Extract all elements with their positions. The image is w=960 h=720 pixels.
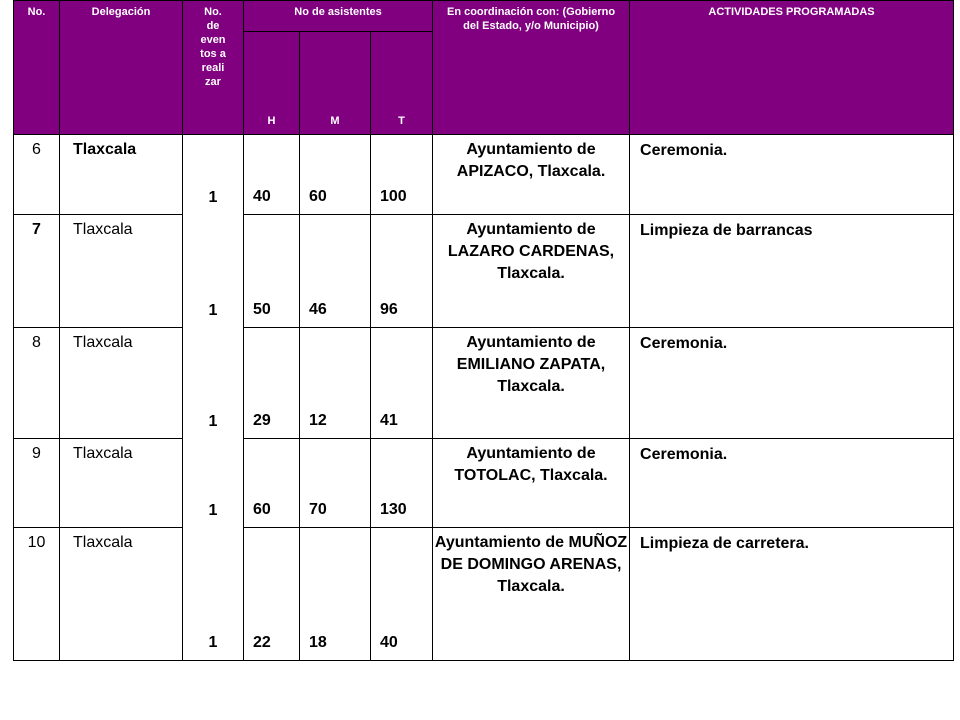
row-t: 130 (371, 439, 433, 528)
row-m: 18 (300, 528, 371, 661)
header-coordinacion: En coordinación con: (Gobierno del Estado, y/o Municipio) (433, 1, 630, 135)
row-eventos: 1 (183, 328, 244, 439)
row-t: 96 (371, 215, 433, 328)
row-actividad: Ceremonia. (630, 439, 954, 528)
row-h: 29 (244, 328, 300, 439)
row-actividad: Ceremonia. (630, 328, 954, 439)
header-delegacion: Delegación (60, 1, 183, 135)
row-h: 50 (244, 215, 300, 328)
row-delegacion: Tlaxcala (60, 328, 183, 439)
header-asistentes: No de asistentes (244, 1, 433, 32)
row-delegacion: Tlaxcala (60, 439, 183, 528)
row-eventos: 1 (183, 135, 244, 215)
row-t: 40 (371, 528, 433, 661)
header-m: M (300, 32, 371, 135)
row-coordinacion: Ayuntamiento de APIZACO, Tlaxcala. (433, 135, 630, 215)
table-row (14, 135, 954, 215)
table-row (14, 328, 954, 439)
table-row (14, 528, 954, 661)
row-delegacion: Tlaxcala (60, 135, 183, 215)
row-m: 70 (300, 439, 371, 528)
header-actividades: ACTIVIDADES PROGRAMADAS (630, 1, 954, 135)
row-h: 22 (244, 528, 300, 661)
row-h: 40 (244, 135, 300, 215)
events-table (13, 0, 954, 661)
row-actividad: Limpieza de carretera. (630, 528, 954, 661)
header-h: H (244, 32, 300, 135)
row-number: 6 (14, 135, 60, 215)
row-m: 12 (300, 328, 371, 439)
header-eventos-label: No. de even tos a reali zar (200, 6, 226, 88)
row-coordinacion: Ayuntamiento de LAZARO CARDENAS, Tlaxcala. (433, 215, 630, 328)
row-m: 60 (300, 135, 371, 215)
header-no: No. (14, 1, 60, 135)
row-h: 60 (244, 439, 300, 528)
row-number: 10 (14, 528, 60, 661)
row-eventos: 1 (183, 439, 244, 528)
table-row (14, 215, 954, 328)
row-number: 7 (14, 215, 60, 328)
row-t: 41 (371, 328, 433, 439)
header-row (14, 1, 954, 32)
row-coordinacion: Ayuntamiento de TOTOLAC, Tlaxcala. (433, 439, 630, 528)
header-t: T (371, 32, 433, 135)
row-number: 9 (14, 439, 60, 528)
row-coordinacion: Ayuntamiento de MUÑOZ DE DOMINGO ARENAS, Tlaxcala. (433, 528, 630, 661)
row-coordinacion: Ayuntamiento de EMILIANO ZAPATA, Tlaxcala. (433, 328, 630, 439)
row-delegacion: Tlaxcala (60, 528, 183, 661)
row-actividad: Limpieza de barrancas (630, 215, 954, 328)
row-t: 100 (371, 135, 433, 215)
row-eventos: 1 (183, 215, 244, 328)
row-delegacion: Tlaxcala (60, 215, 183, 328)
row-eventos: 1 (183, 528, 244, 661)
table-row (14, 439, 954, 528)
row-actividad: Ceremonia. (630, 135, 954, 215)
row-m: 46 (300, 215, 371, 328)
header-eventos (183, 1, 244, 135)
row-number: 8 (14, 328, 60, 439)
